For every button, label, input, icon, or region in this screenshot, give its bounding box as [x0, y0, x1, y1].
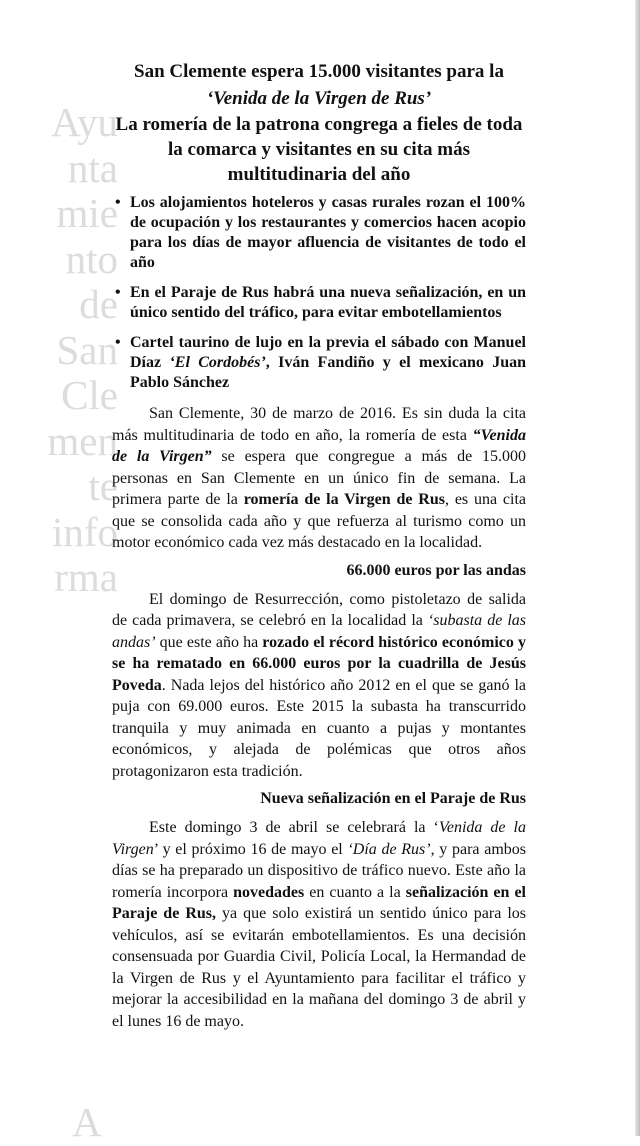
text-run: ’ y el próximo 16 de mayo el: [153, 840, 348, 858]
text-run-italic: ‘Día de Rus’: [347, 840, 431, 858]
subheadline: La romería de la patrona congrega a fieles de toda la comarca y visitantes en su cita más multitudinaria del año: [115, 114, 523, 185]
section-heading: Nueva señalización en el Paraje de Rus: [260, 790, 526, 807]
text-run: San Clemente, 30 de marzo de 2016. Es sin duda la cita más multitudinaria de todo en año, la romería de esta: [112, 405, 526, 444]
highlight-italic: ‘El Cordobés’: [169, 354, 266, 371]
headline-text: San Clemente espera 15.000 visitantes para la: [134, 61, 504, 82]
text-run: en cuanto a la: [304, 883, 406, 901]
text-run-bold: romería de la Virgen de Rus: [243, 491, 445, 508]
body-paragraph: [112, 589, 526, 783]
watermark-line: nta: [67, 144, 118, 191]
text-run-italic: Venida de la Virgen: [112, 819, 526, 858]
watermark-line: info: [51, 508, 118, 555]
headline: [112, 58, 526, 112]
highlight-item: • En el Paraje de Rus habrá una nueva señalización, en un único sentido del tráfico, para evitar embotellamientos: [112, 283, 526, 323]
highlight-item: • Los alojamientos hoteleros y casas rurales rozan el 100% de ocupación y los restaurantes y comercios hacen acopio para los días de mayor afluencia de visitantes de todo el año: [112, 193, 526, 273]
text-run: . Nada lejos del histórico año 2012 en el que se ganó la puja con 69.000 euros. Este 2015 la subasta ha transcurrido tranquila y muy animada en cuanto a pujas y montantes económicos, y alejada de polémicas que otros años protagonizaron esta tradición.: [112, 676, 526, 780]
highlight-item: [112, 333, 526, 393]
text-run-bold: señalización en el Paraje de Rus,: [112, 883, 527, 922]
text-run: que este año ha: [155, 633, 263, 651]
text-run: , es una cita que se consolida cada año y que refuerza al turismo como un motor económico cada vez más destacado en la localidad.: [112, 491, 526, 551]
watermark-line: nto: [65, 235, 118, 282]
text-run: El domingo de Resurrección, como pistoletazo de salida de cada primavera, se celebró en la localidad la: [112, 590, 526, 629]
text-run-italic: ‘subasta de las andas’: [112, 612, 527, 651]
page-edge-shadow: [635, 0, 640, 1136]
highlights-list: [112, 193, 526, 393]
text-run: se espera que congregue a más de 15.000 personas en San Clemente en un único fin de semana. La primera parte de la: [112, 448, 526, 508]
watermark-tail: A: [72, 1099, 102, 1145]
watermark-line: te: [88, 463, 118, 509]
text-run-bold: novedades: [233, 883, 305, 901]
watermark-line: Cle: [61, 372, 118, 418]
text-run-bold-italic: “Venida de la Virgen”: [112, 426, 526, 465]
watermark: [26, 100, 118, 601]
highlight-text: , Iván Fandiño y el mexicano Juan Pablo Sánchez: [130, 354, 526, 391]
text-run: ya que solo existirá un sentido único para los vehículos, así se evitarán embotellamientos. Es una decisión consensuada por Guardia Civil, Policía Local, la Hermandad de la Virgen de Rus y el Ayuntamiento para facilitar el tráfico y mejorar la accesibilidad en la mañana del domingo 3 de abril y el lunes 16 de mayo.: [112, 905, 527, 1030]
watermark-line: men: [47, 417, 118, 464]
watermark-line: de: [79, 281, 118, 327]
section-heading: 66.000 euros por las andas: [346, 561, 526, 579]
watermark-line: mie: [56, 190, 118, 236]
body-paragraph: [112, 817, 526, 1032]
headline-italic: ‘Venida de la Virgen de Rus’: [206, 88, 432, 109]
highlight-text: Cartel taurino de lujo en la previa el sábado con Manuel Díaz: [130, 334, 526, 371]
press-release: [112, 58, 526, 1032]
text-run: , y para ambos días se ha preparado un dispositivo de tráfico nuevo. Este año la romería incorpora: [112, 840, 526, 901]
watermark-line: San: [56, 326, 118, 373]
watermark-line: rma: [54, 554, 118, 600]
watermark-line: Ayu: [51, 99, 118, 145]
text-run: Este domingo 3 de abril se celebrará la ‘: [149, 819, 439, 836]
body-paragraph: [112, 403, 526, 554]
text-run-bold: rozado el récord histórico económico y se ha rematado en 66.000 euros por la cuadrilla de Jesús Poveda: [112, 633, 526, 694]
